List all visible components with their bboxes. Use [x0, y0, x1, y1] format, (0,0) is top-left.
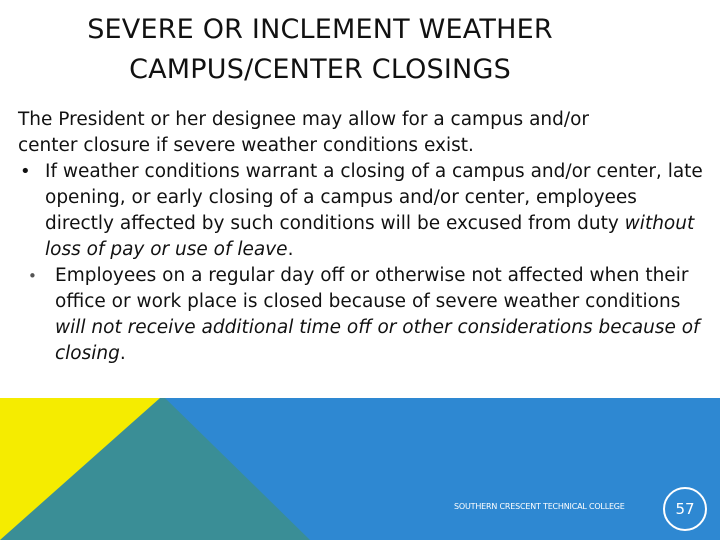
decorative-footer-band [0, 398, 720, 540]
bullet-1-italic: without loss of pay or use of leave [45, 213, 695, 260]
intro-paragraph [18, 107, 708, 159]
bullet-1-end: . [287, 239, 294, 260]
page-number: 57 [663, 487, 707, 531]
slide-title [60, 10, 580, 90]
footer-org-name: SOUTHERN CRESCENT TECHNICAL COLLEGE [454, 502, 625, 511]
title-line-2: CAMPUS/CENTER CLOSINGS [129, 54, 511, 85]
bullet-2-end: . [119, 343, 126, 364]
bullet-1-text: If weather conditions warrant a closing of a campus and/or center, late opening, or early closing of a campus and/or center, employees directly affected by such conditions will be excused from duty [45, 161, 703, 234]
bullet-item-1 [18, 159, 708, 263]
bullet-dot-icon: • [20, 161, 31, 182]
bullet-2-italic: will not receive additional time off or other considerations because of closing [55, 317, 700, 364]
title-line-1: SEVERE OR INCLEMENT WEATHER [87, 14, 553, 45]
bullet-2-text: Employees on a regular day off or otherwise not affected when their office or work place is closed because of severe weather conditions [55, 265, 689, 312]
slide-body [18, 107, 708, 367]
bullet-item-2 [18, 263, 708, 367]
intro-line-2: center closure if severe weather conditions exist. [18, 135, 474, 156]
intro-line-1: The President or her designee may allow for a campus and/or [18, 109, 590, 130]
bullet-dot-icon: • [28, 267, 37, 285]
